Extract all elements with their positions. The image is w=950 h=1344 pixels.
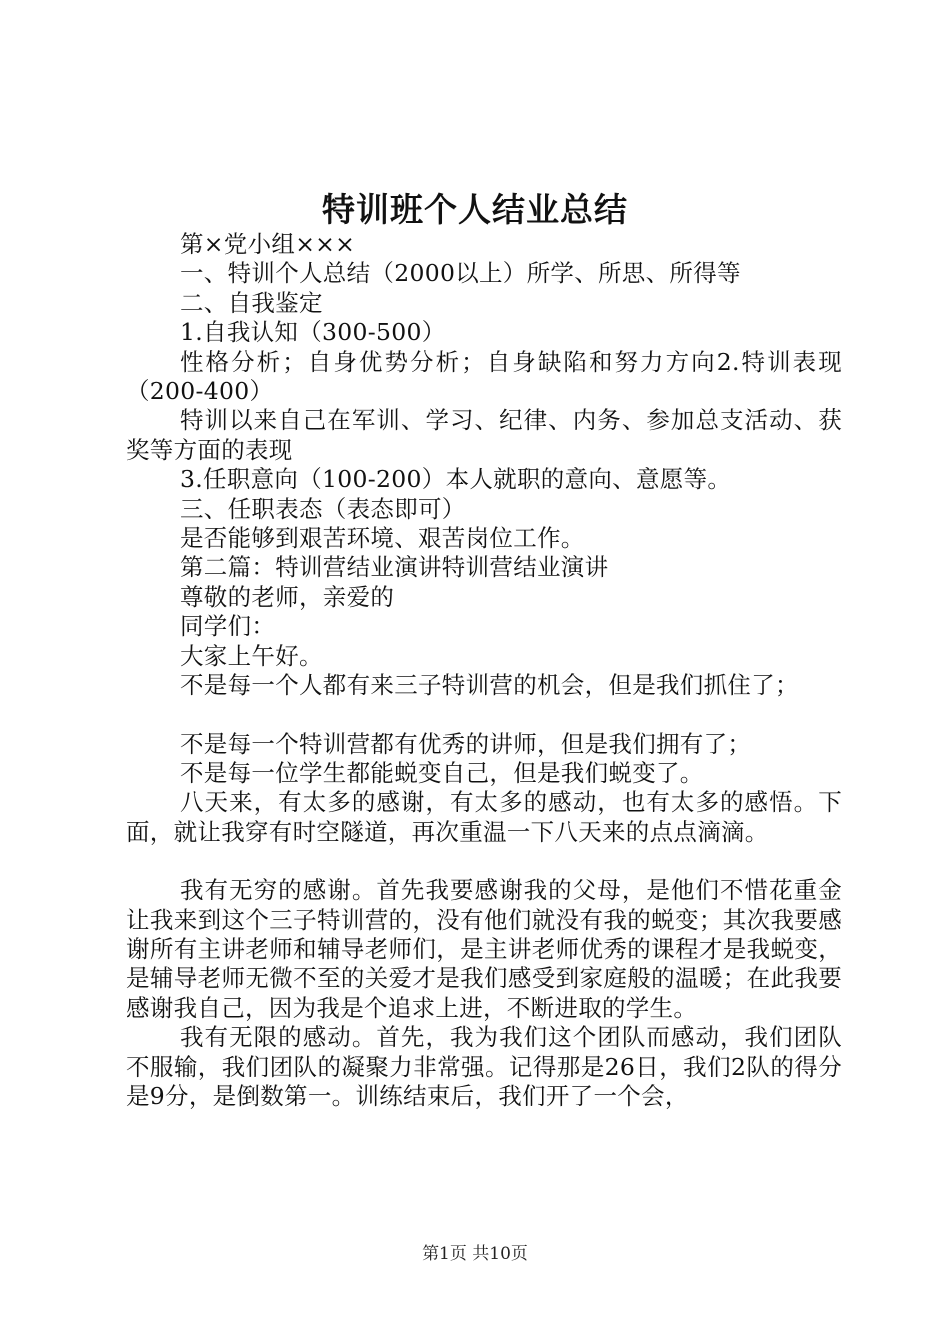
- paragraph: 大家上午好。: [180, 641, 323, 670]
- page-title: 特训班个人结业总结: [322, 190, 628, 229]
- paragraph: 3.任职意向（100-200）本人就职的意向、意愿等。: [180, 465, 732, 494]
- paragraph: 不是每一位学生都能蜕变自己，但是我们蜕变了。: [180, 758, 704, 787]
- document-body: [126, 230, 842, 1111]
- paragraph: 我有无限的感动。首先，我为我们这个团队而感动，我们团队不服输，我们团队的凝聚力非常强。记得那是26日，我们2队的得分是9分，是倒数第一。训练结束后，我们开了一个会，: [126, 1023, 842, 1110]
- page-footer: 第1页 共10页: [422, 1244, 528, 1264]
- paragraph: 性格分析；自身优势分析；自身缺陷和努力方向2.特训表现（200-400）: [126, 347, 842, 406]
- paragraph: 第×党小组×××: [180, 230, 356, 258]
- paragraph: 尊敬的老师，亲爱的: [180, 582, 395, 611]
- paragraph: 八天来，有太多的感谢，有太多的感动，也有太多的感悟。下面，就让我穿有时空隧道，再次重温一下八天来的点点滴滴。: [126, 788, 842, 846]
- paragraph: 三、任职表态（表态即可）: [180, 494, 466, 523]
- paragraph: 同学们：: [180, 612, 276, 641]
- paragraph: 二、自我鉴定: [180, 288, 323, 317]
- paragraph: 特训以来自己在军训、学习、纪律、内务、参加总支活动、获奖等方面的表现: [126, 406, 842, 464]
- paragraph: 是否能够到艰苦环境、艰苦岗位工作。: [180, 524, 585, 553]
- paragraph: 1.自我认知（300-500）: [180, 318, 446, 347]
- paragraph: 一、特训个人总结（2000以上）所学、所思、所得等: [180, 259, 741, 288]
- paragraph: 第二篇：特训营结业演讲特训营结业演讲: [180, 553, 609, 582]
- paragraph: 不是每一个特训营都有优秀的讲师，但是我们拥有了；: [180, 729, 752, 758]
- paragraph: 我有无穷的感谢。首先我要感谢我的父母，是他们不惜花重金让我来到这个三子特训营的，没有他们就没有我的蜕变；其次我要感谢所有主讲老师和辅导老师们，是主讲老师优秀的课程才是我蜕变，是辅导老师无微不至的关爱才是我们感受到家庭般的温暖；在此我要感谢我自己，因为我是个追求上进，不断进取的学生。: [126, 876, 842, 1022]
- paragraph: 不是每一个人都有来三子特训营的机会，但是我们抓住了；: [180, 671, 799, 700]
